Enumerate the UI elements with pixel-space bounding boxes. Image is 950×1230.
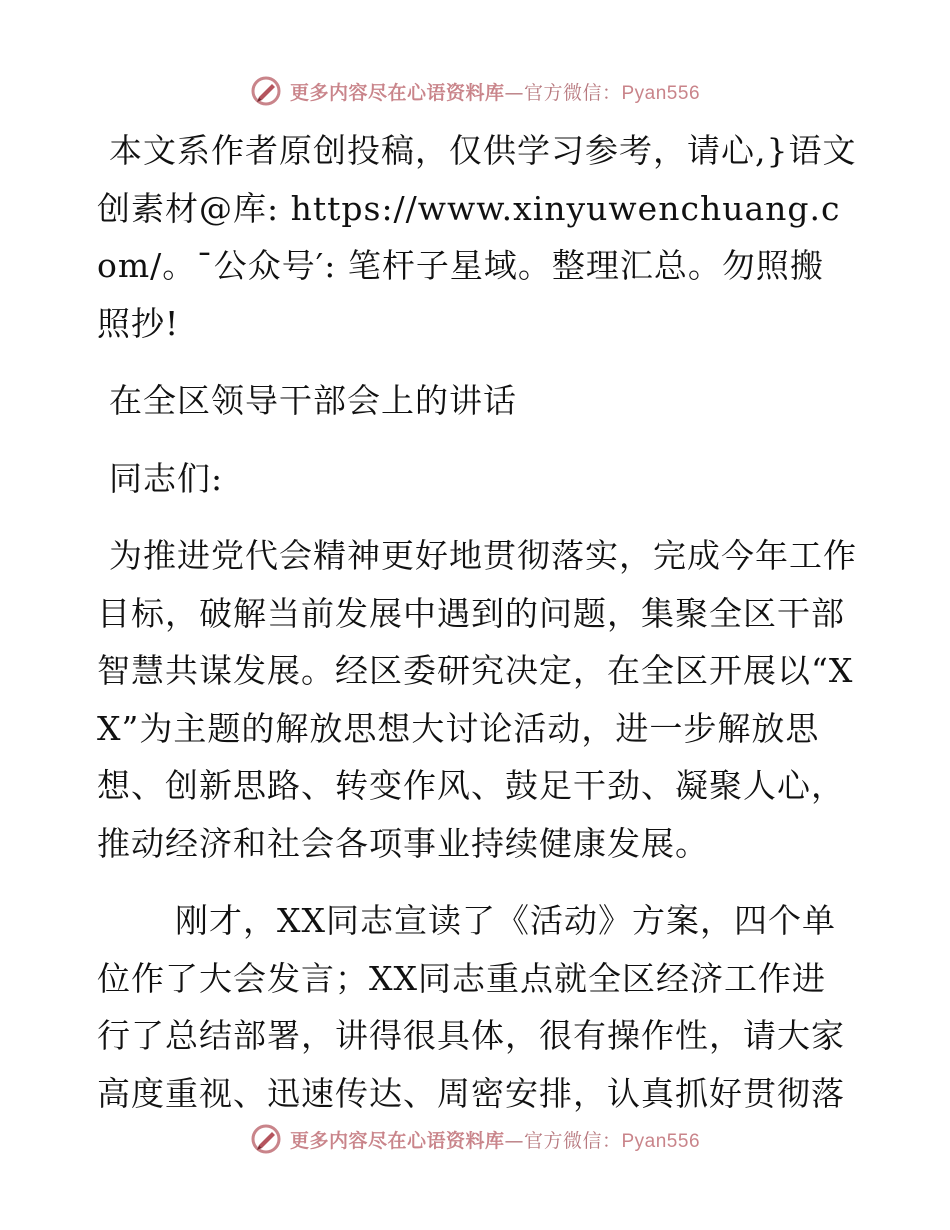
header-brand-wechat: 官方微信：	[523, 81, 622, 104]
header-brand-text	[290, 78, 700, 105]
page-header-watermark	[0, 72, 950, 110]
footer-brand-wechat: 官方微信：	[523, 1129, 622, 1152]
footer-brand-text	[290, 1126, 700, 1153]
brand-logo-icon	[250, 1123, 282, 1155]
document-body	[97, 122, 857, 1122]
footer-brand-handle: Pyan556	[621, 1130, 701, 1152]
paragraph-2: 刚才，XX同志宣读了《活动》方案，四个单位作了大会发言；XX同志重点就全区经济工作进行了总结部署，讲得很具体，很有操作性，请大家高度重视、迅速传达、周密安排，认真抓好贯彻落	[97, 901, 845, 1113]
page-footer-watermark	[0, 1120, 950, 1158]
header-brand-dash: —	[504, 81, 524, 104]
salutation: 同志们:	[109, 458, 224, 498]
paragraph-1: 为推进党代会精神更好地贯彻落实，完成今年工作目标，破解当前发展中遇到的问题，集聚全区干部智慧共谋发展。经区委研究决定，在全区开展以“XX”为主题的解放思想大讨论活动，进一步解放思想、创新思路、转变作风、鼓足干劲、凝聚人心，推动经济和社会各项事业持续健康发展。	[97, 536, 857, 863]
header-brand-handle: Pyan556	[621, 82, 701, 104]
copyright-notice: 本文系作者原创投稿，仅供学习参考，请心,}语文创素材@库: https://www.xinyuwenchuang.com/。¯公众号′: 笔杆子星域。整理汇总。勿照搬照抄!	[97, 131, 857, 343]
brand-logo-icon	[250, 75, 282, 107]
speech-title: 在全区领导干部会上的讲话	[109, 381, 517, 420]
footer-brand-main: 更多内容尽在心语资料库	[289, 1129, 505, 1152]
header-brand-main: 更多内容尽在心语资料库	[289, 81, 505, 104]
footer-brand-dash: —	[504, 1129, 524, 1152]
